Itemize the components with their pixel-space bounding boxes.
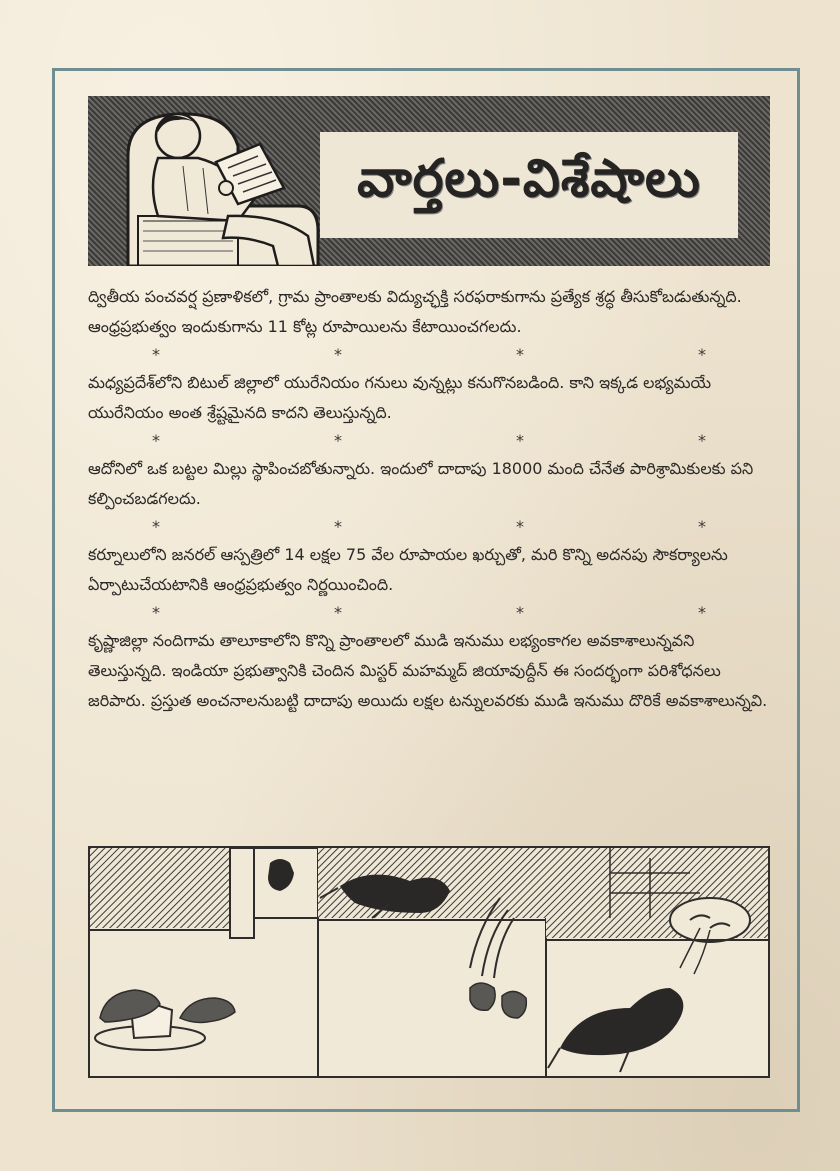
separator-star: * xyxy=(334,431,342,450)
news-list xyxy=(88,282,770,716)
separator-star: * xyxy=(698,345,706,364)
comic-strip xyxy=(88,846,770,1078)
separator-star: * xyxy=(516,431,524,450)
news-item: ద్వితీయ పంచవర్ష ప్రణాళికలో, గ్రామ ప్రాంతాలకు విద్యుచ్ఛక్తి సరఫరాకుగాను ప్రత్యేక శ్రద్ధ తీసుకోబడుతున్నది. ఆంధ్రప్రభుత్వం ఇందుకుగాను 11 కోట్ల రూపాయిలను కేటాయించగలదు. xyxy=(88,287,742,336)
separator-star: * xyxy=(516,345,524,364)
separator-star: * xyxy=(334,345,342,364)
news-item: ఆదోనిలో ఒక బట్టల మిల్లు స్థాపించబోతున్నారు. ఇందులో దాదాపు 18000 మంది చేనేత పారిశ్రామికులకు పని కల్పించబడగలదు. xyxy=(88,459,754,508)
cat-and-mice-illustration xyxy=(90,848,768,1076)
separator-star: * xyxy=(698,517,706,536)
news-item: కర్నూలులోని జనరల్ ఆస్పత్రిలో 14 లక్షల 75 వేల రూపాయల ఖర్చుతో, మరి కొన్ని అదనపు సౌకర్యాలను ఏర్పాటుచేయటానికి ఆంధ్రప్రభుత్వం నిర్ణయించింది. xyxy=(88,545,728,594)
news-item: కృష్ణాజిల్లా నందిగామ తాలూకాలోని కొన్ని ప్రాంతాలలో ముడి ఇనుము లభ్యంకాగల అవకాశాలున్నవని తెలుస్తున్నది. ఇండియా ప్రభుత్వానికి చెందిన మిస్టర్ మహమ్మద్ జియావుద్దీన్ ఈ సందర్భంగా పరిశోధనలు జరిపారు. ప్రస్తుత అంచనాలనుబట్టి దాదాపు అయిదు లక్షల టన్నులవరకు ముడి ఇనుము దొరికే అవకాశాలున్నవి. xyxy=(88,631,768,710)
separator-star: * xyxy=(152,431,160,450)
title-box xyxy=(320,132,738,238)
separator-star: * xyxy=(152,603,160,622)
separator-star: * xyxy=(698,431,706,450)
separator xyxy=(88,600,770,626)
separator xyxy=(88,342,770,368)
separator-star: * xyxy=(516,603,524,622)
separator xyxy=(88,514,770,540)
separator-star: * xyxy=(334,517,342,536)
separator-star: * xyxy=(152,517,160,536)
separator-star: * xyxy=(334,603,342,622)
separator-star: * xyxy=(516,517,524,536)
separator xyxy=(88,428,770,454)
separator-star: * xyxy=(698,603,706,622)
separator-star: * xyxy=(152,345,160,364)
news-item: మధ్యప్రదేశ్‌లోని బిటుల్ జిల్లాలో యురేనియం గనులు వున్నట్లు కనుగొనబడింది. కాని ఇక్కడ లభ్యమయే యురేనియం అంత శ్రేష్టమైనది కాదని తెలుస్తున్నది. xyxy=(88,373,712,422)
page-title: వార్తలు-విశేషాలు xyxy=(357,148,701,209)
